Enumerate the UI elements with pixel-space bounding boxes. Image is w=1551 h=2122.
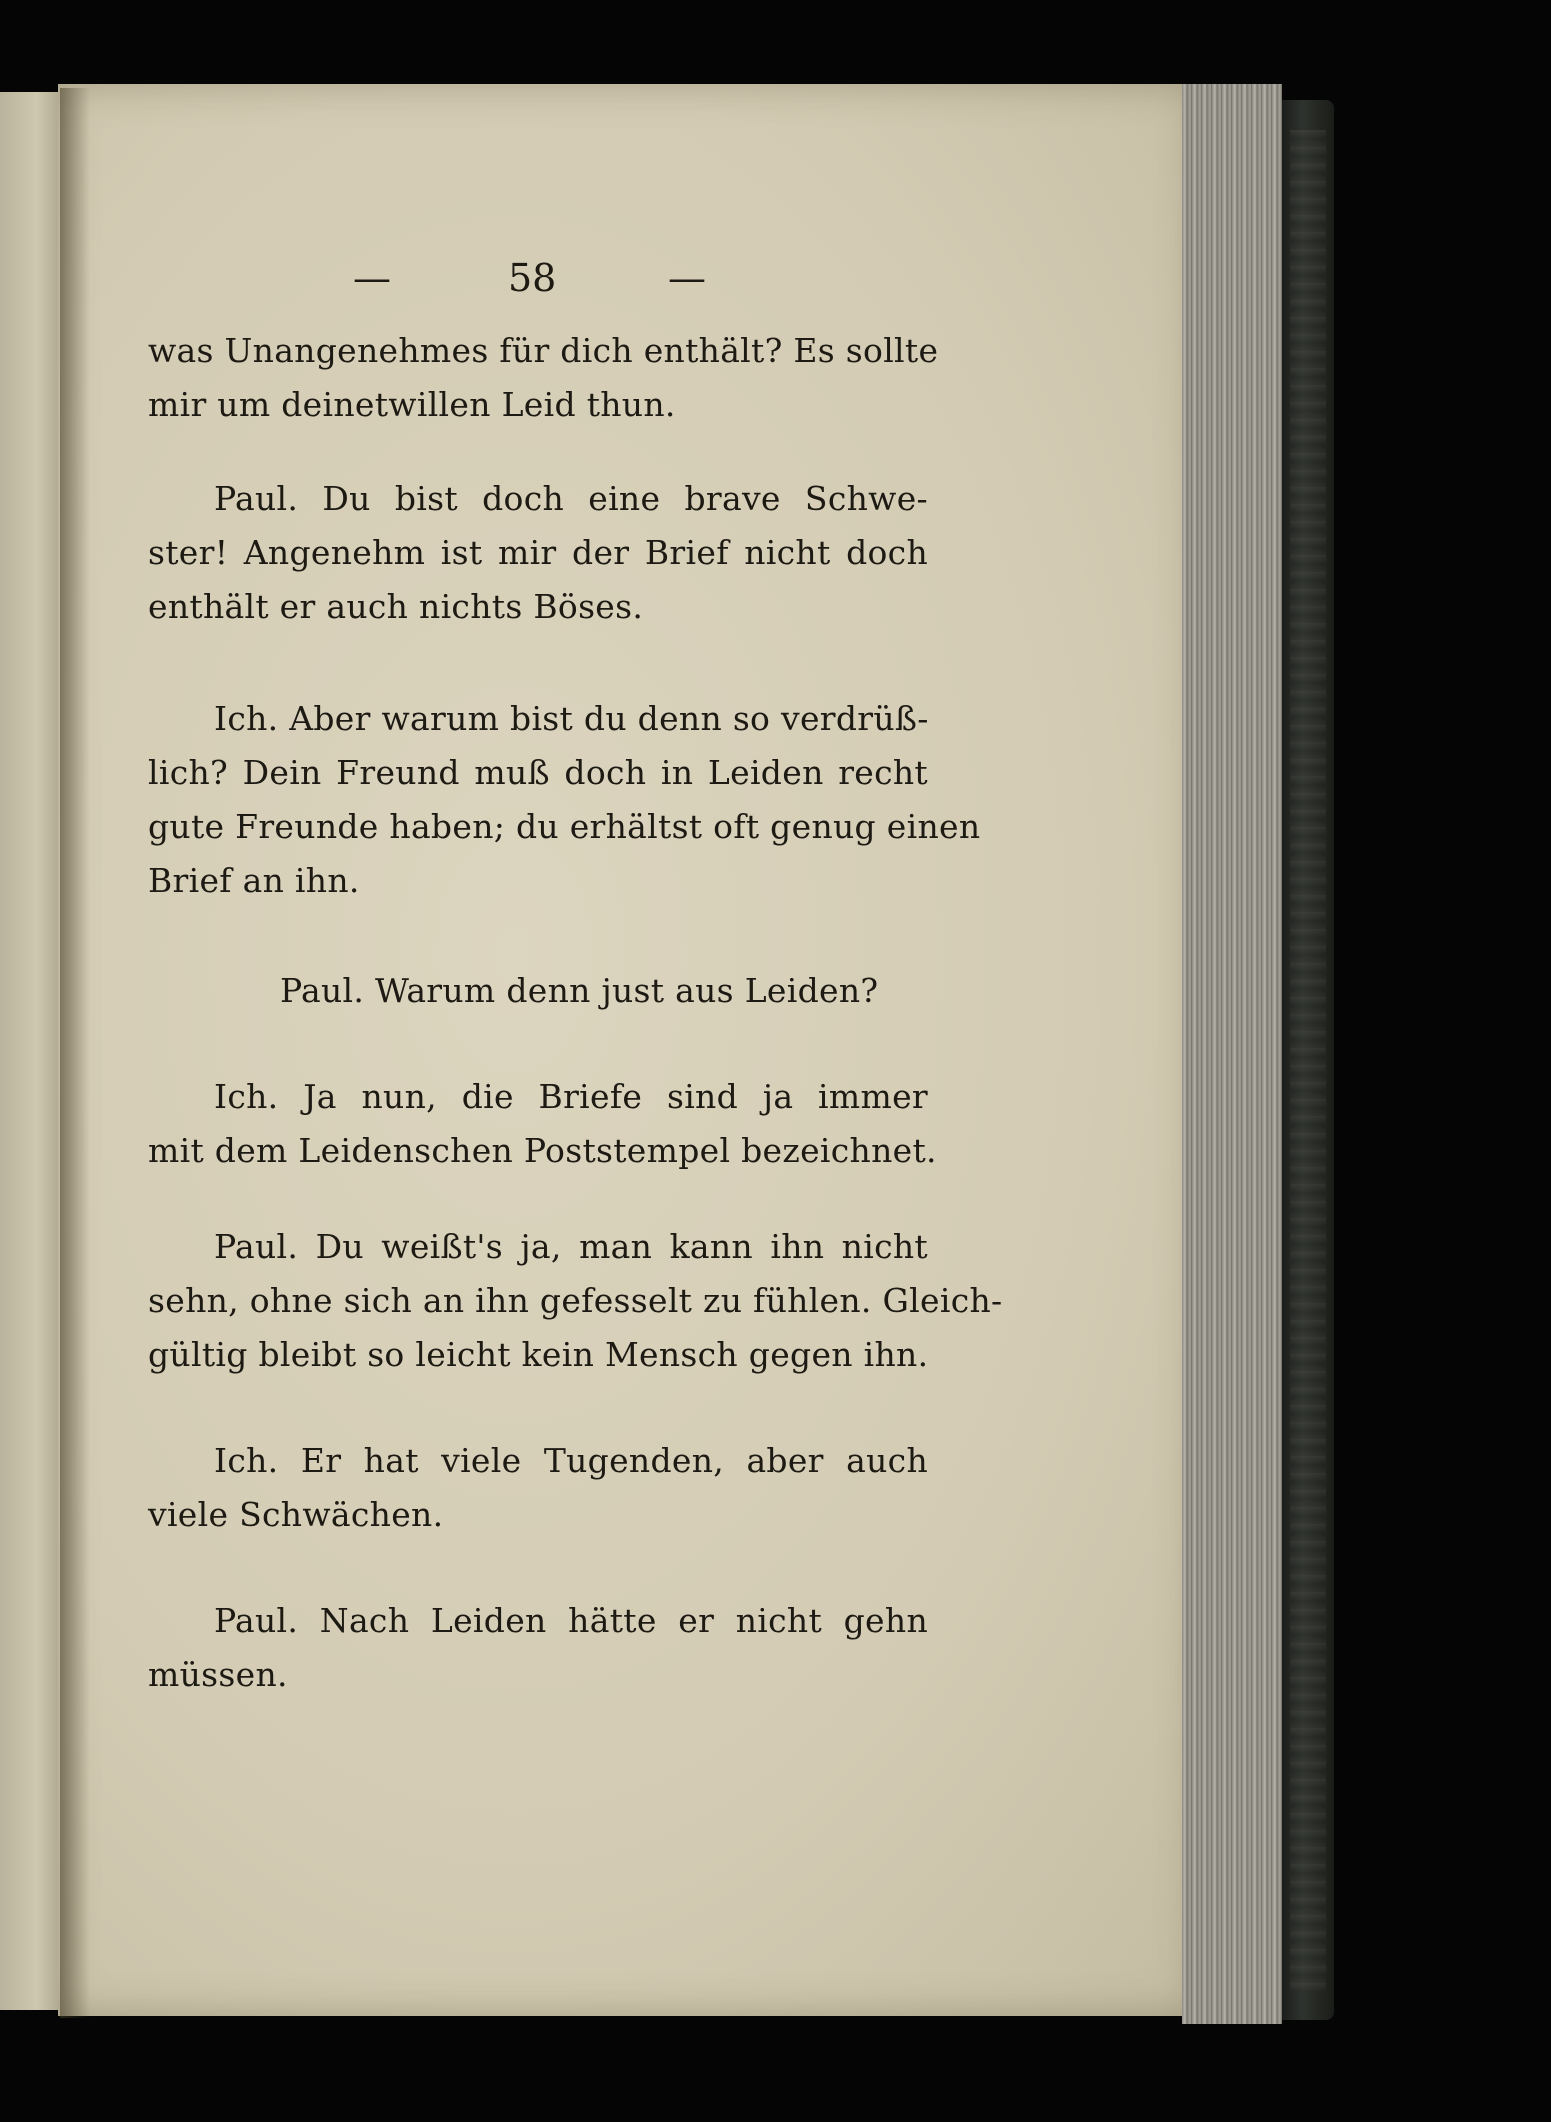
- text-line: Ich. Er hat viele Tugenden, aber auch: [214, 1441, 928, 1480]
- text-line: lich? Dein Freund muß doch in Leiden recht: [148, 753, 928, 792]
- text-line: ster! Angenehm ist mir der Brief nicht doch: [148, 533, 928, 572]
- gutter-shadow: [60, 88, 90, 2018]
- text-line: Paul. Du bist doch eine brave Schwe-: [214, 479, 928, 518]
- text-line: Paul. Nach Leiden hätte er nicht gehn: [214, 1601, 928, 1640]
- text-line: sehn, ohne sich an ihn gefesselt zu fühlen. Gleich-: [148, 1281, 1003, 1320]
- text-line: Paul. Warum denn just aus Leiden?: [280, 971, 879, 1010]
- text-line: enthält er auch nichts Böses.: [148, 587, 644, 626]
- text-line: gültig bleibt so leicht kein Mensch gegen ihn.: [148, 1335, 929, 1374]
- text-line: Ich. Aber warum bist du denn so verdrüß-: [214, 699, 929, 738]
- text-line: mir um deinetwillen Leid thun.: [148, 385, 676, 424]
- header-dash-left: —: [353, 256, 391, 300]
- text-line: müssen.: [148, 1655, 288, 1694]
- cover-texture: [1290, 130, 1326, 1990]
- text-line: gute Freunde haben; du erhältst oft genug einen: [148, 807, 981, 846]
- text-line: Paul. Du weißt's ja, man kann ihn nicht: [214, 1227, 928, 1266]
- text-line: mit dem Leidenschen Poststempel bezeichnet.: [148, 1131, 937, 1170]
- text-line: Brief an ihn.: [148, 861, 360, 900]
- text-line: viele Schwächen.: [148, 1495, 444, 1534]
- text-line: was Unangenehmes für dich enthält? Es sollte: [148, 331, 939, 370]
- header-dash-right: —: [668, 256, 706, 300]
- text-line: Ich. Ja nun, die Briefe sind ja immer: [214, 1077, 928, 1116]
- page-edges: [1182, 84, 1282, 2024]
- page-header: [148, 248, 928, 308]
- page-number: 58: [508, 256, 557, 300]
